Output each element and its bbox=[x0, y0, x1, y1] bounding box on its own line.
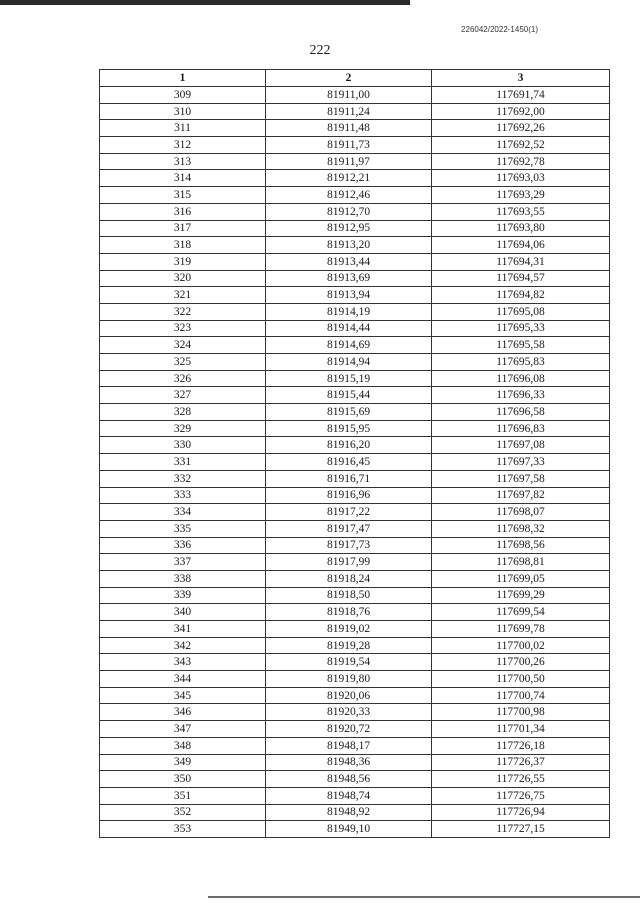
x-coordinate-cell: 81911,97 bbox=[266, 153, 432, 170]
point-number-cell: 351 bbox=[100, 787, 266, 804]
y-coordinate-cell: 117726,37 bbox=[432, 754, 610, 771]
x-coordinate-cell: 81948,92 bbox=[266, 804, 432, 821]
x-coordinate-cell: 81912,21 bbox=[266, 170, 432, 187]
y-coordinate-cell: 117693,55 bbox=[432, 203, 610, 220]
point-number-cell: 329 bbox=[100, 420, 266, 437]
x-coordinate-cell: 81920,33 bbox=[266, 704, 432, 721]
point-number-cell: 347 bbox=[100, 721, 266, 738]
point-number-cell: 326 bbox=[100, 370, 266, 387]
x-coordinate-cell: 81914,69 bbox=[266, 337, 432, 354]
table-body bbox=[100, 87, 610, 838]
table-row bbox=[100, 404, 610, 421]
point-number-cell: 352 bbox=[100, 804, 266, 821]
table-row bbox=[100, 320, 610, 337]
document-id: 226042/2022-1450(1) bbox=[461, 25, 538, 34]
point-number-cell: 312 bbox=[100, 137, 266, 154]
x-coordinate-cell: 81911,00 bbox=[266, 87, 432, 104]
y-coordinate-cell: 117726,55 bbox=[432, 771, 610, 788]
table-row bbox=[100, 520, 610, 537]
y-coordinate-cell: 117694,82 bbox=[432, 287, 610, 304]
table-row bbox=[100, 87, 610, 104]
table-row bbox=[100, 220, 610, 237]
table-row bbox=[100, 787, 610, 804]
table-row bbox=[100, 487, 610, 504]
y-coordinate-cell: 117699,29 bbox=[432, 587, 610, 604]
y-coordinate-cell: 117692,52 bbox=[432, 137, 610, 154]
y-coordinate-cell: 117692,00 bbox=[432, 103, 610, 120]
y-coordinate-cell: 117695,33 bbox=[432, 320, 610, 337]
point-number-cell: 343 bbox=[100, 654, 266, 671]
y-coordinate-cell: 117697,08 bbox=[432, 437, 610, 454]
x-coordinate-cell: 81919,28 bbox=[266, 637, 432, 654]
point-number-cell: 317 bbox=[100, 220, 266, 237]
point-number-cell: 346 bbox=[100, 704, 266, 721]
point-number-cell: 315 bbox=[100, 187, 266, 204]
y-coordinate-cell: 117694,57 bbox=[432, 270, 610, 287]
x-coordinate-cell: 81917,22 bbox=[266, 504, 432, 521]
x-coordinate-cell: 81913,69 bbox=[266, 270, 432, 287]
x-coordinate-cell: 81949,10 bbox=[266, 821, 432, 838]
y-coordinate-cell: 117700,98 bbox=[432, 704, 610, 721]
point-number-cell: 333 bbox=[100, 487, 266, 504]
point-number-cell: 338 bbox=[100, 570, 266, 587]
x-coordinate-cell: 81920,06 bbox=[266, 687, 432, 704]
table-row bbox=[100, 737, 610, 754]
y-coordinate-cell: 117700,74 bbox=[432, 687, 610, 704]
point-number-cell: 319 bbox=[100, 253, 266, 270]
table-row bbox=[100, 470, 610, 487]
y-coordinate-cell: 117691,74 bbox=[432, 87, 610, 104]
table-row bbox=[100, 454, 610, 471]
x-coordinate-cell: 81911,48 bbox=[266, 120, 432, 137]
x-coordinate-cell: 81918,76 bbox=[266, 604, 432, 621]
y-coordinate-cell: 117698,07 bbox=[432, 504, 610, 521]
table-row bbox=[100, 303, 610, 320]
header-col-3: 3 bbox=[432, 70, 610, 87]
table-row bbox=[100, 153, 610, 170]
y-coordinate-cell: 117694,06 bbox=[432, 237, 610, 254]
point-number-cell: 340 bbox=[100, 604, 266, 621]
table-row bbox=[100, 170, 610, 187]
table-row bbox=[100, 387, 610, 404]
point-number-cell: 332 bbox=[100, 470, 266, 487]
x-coordinate-cell: 81912,95 bbox=[266, 220, 432, 237]
page-number: 222 bbox=[309, 43, 331, 58]
x-coordinate-cell: 81919,02 bbox=[266, 621, 432, 638]
x-coordinate-cell: 81917,99 bbox=[266, 554, 432, 571]
x-coordinate-cell: 81916,96 bbox=[266, 487, 432, 504]
y-coordinate-cell: 117697,33 bbox=[432, 454, 610, 471]
x-coordinate-cell: 81915,44 bbox=[266, 387, 432, 404]
x-coordinate-cell: 81948,36 bbox=[266, 754, 432, 771]
table-row bbox=[100, 537, 610, 554]
x-coordinate-cell: 81919,54 bbox=[266, 654, 432, 671]
table-row bbox=[100, 754, 610, 771]
table-row bbox=[100, 821, 610, 838]
x-coordinate-cell: 81919,80 bbox=[266, 671, 432, 688]
y-coordinate-cell: 117692,26 bbox=[432, 120, 610, 137]
table-header bbox=[100, 70, 610, 87]
point-number-cell: 316 bbox=[100, 203, 266, 220]
point-number-cell: 336 bbox=[100, 537, 266, 554]
x-coordinate-cell: 81917,73 bbox=[266, 537, 432, 554]
table-row bbox=[100, 687, 610, 704]
table-row bbox=[100, 621, 610, 638]
y-coordinate-cell: 117701,34 bbox=[432, 721, 610, 738]
table-row bbox=[100, 420, 610, 437]
x-coordinate-cell: 81913,20 bbox=[266, 237, 432, 254]
point-number-cell: 353 bbox=[100, 821, 266, 838]
table-row bbox=[100, 804, 610, 821]
x-coordinate-cell: 81912,46 bbox=[266, 187, 432, 204]
point-number-cell: 337 bbox=[100, 554, 266, 571]
table-row bbox=[100, 120, 610, 137]
table-row bbox=[100, 570, 610, 587]
point-number-cell: 348 bbox=[100, 737, 266, 754]
x-coordinate-cell: 81912,70 bbox=[266, 203, 432, 220]
table-row bbox=[100, 554, 610, 571]
y-coordinate-cell: 117699,05 bbox=[432, 570, 610, 587]
y-coordinate-cell: 117700,26 bbox=[432, 654, 610, 671]
x-coordinate-cell: 81916,45 bbox=[266, 454, 432, 471]
table-row bbox=[100, 671, 610, 688]
y-coordinate-cell: 117698,81 bbox=[432, 554, 610, 571]
table-row bbox=[100, 354, 610, 371]
header-col-1: 1 bbox=[100, 70, 266, 87]
table-row bbox=[100, 654, 610, 671]
x-coordinate-cell: 81913,44 bbox=[266, 253, 432, 270]
point-number-cell: 342 bbox=[100, 637, 266, 654]
y-coordinate-cell: 117699,54 bbox=[432, 604, 610, 621]
point-number-cell: 322 bbox=[100, 303, 266, 320]
table-row bbox=[100, 721, 610, 738]
point-number-cell: 349 bbox=[100, 754, 266, 771]
table-row bbox=[100, 253, 610, 270]
point-number-cell: 331 bbox=[100, 454, 266, 471]
point-number-cell: 323 bbox=[100, 320, 266, 337]
point-number-cell: 309 bbox=[100, 87, 266, 104]
x-coordinate-cell: 81917,47 bbox=[266, 520, 432, 537]
y-coordinate-cell: 117726,94 bbox=[432, 804, 610, 821]
point-number-cell: 350 bbox=[100, 771, 266, 788]
point-number-cell: 344 bbox=[100, 671, 266, 688]
y-coordinate-cell: 117726,75 bbox=[432, 787, 610, 804]
x-coordinate-cell: 81911,24 bbox=[266, 103, 432, 120]
table-row bbox=[100, 504, 610, 521]
y-coordinate-cell: 117727,15 bbox=[432, 821, 610, 838]
x-coordinate-cell: 81918,50 bbox=[266, 587, 432, 604]
y-coordinate-cell: 117695,08 bbox=[432, 303, 610, 320]
point-number-cell: 318 bbox=[100, 237, 266, 254]
y-coordinate-cell: 117697,58 bbox=[432, 470, 610, 487]
table-row bbox=[100, 270, 610, 287]
point-number-cell: 311 bbox=[100, 120, 266, 137]
x-coordinate-cell: 81916,71 bbox=[266, 470, 432, 487]
x-coordinate-cell: 81915,95 bbox=[266, 420, 432, 437]
y-coordinate-cell: 117700,02 bbox=[432, 637, 610, 654]
point-number-cell: 339 bbox=[100, 587, 266, 604]
x-coordinate-cell: 81948,56 bbox=[266, 771, 432, 788]
y-coordinate-cell: 117695,58 bbox=[432, 337, 610, 354]
point-number-cell: 321 bbox=[100, 287, 266, 304]
x-coordinate-cell: 81911,73 bbox=[266, 137, 432, 154]
bottom-scan-line bbox=[208, 896, 640, 898]
y-coordinate-cell: 117696,08 bbox=[432, 370, 610, 387]
x-coordinate-cell: 81914,94 bbox=[266, 354, 432, 371]
y-coordinate-cell: 117693,03 bbox=[432, 170, 610, 187]
table-row bbox=[100, 437, 610, 454]
y-coordinate-cell: 117698,56 bbox=[432, 537, 610, 554]
table-row bbox=[100, 370, 610, 387]
y-coordinate-cell: 117697,82 bbox=[432, 487, 610, 504]
y-coordinate-cell: 117694,31 bbox=[432, 253, 610, 270]
x-coordinate-cell: 81915,69 bbox=[266, 404, 432, 421]
header-row bbox=[100, 70, 610, 87]
x-coordinate-cell: 81916,20 bbox=[266, 437, 432, 454]
point-number-cell: 328 bbox=[100, 404, 266, 421]
x-coordinate-cell: 81915,19 bbox=[266, 370, 432, 387]
table-row bbox=[100, 771, 610, 788]
point-number-cell: 330 bbox=[100, 437, 266, 454]
x-coordinate-cell: 81913,94 bbox=[266, 287, 432, 304]
x-coordinate-cell: 81918,24 bbox=[266, 570, 432, 587]
x-coordinate-cell: 81948,17 bbox=[266, 737, 432, 754]
point-number-cell: 314 bbox=[100, 170, 266, 187]
table-row bbox=[100, 337, 610, 354]
table-row bbox=[100, 187, 610, 204]
point-number-cell: 320 bbox=[100, 270, 266, 287]
table-row bbox=[100, 103, 610, 120]
y-coordinate-cell: 117696,83 bbox=[432, 420, 610, 437]
top-scan-bar bbox=[0, 0, 410, 5]
y-coordinate-cell: 117696,33 bbox=[432, 387, 610, 404]
table-row bbox=[100, 604, 610, 621]
table-row bbox=[100, 287, 610, 304]
y-coordinate-cell: 117695,83 bbox=[432, 354, 610, 371]
table-row bbox=[100, 587, 610, 604]
header-col-2: 2 bbox=[266, 70, 432, 87]
x-coordinate-cell: 81914,19 bbox=[266, 303, 432, 320]
table-row bbox=[100, 137, 610, 154]
y-coordinate-cell: 117700,50 bbox=[432, 671, 610, 688]
table-row bbox=[100, 704, 610, 721]
x-coordinate-cell: 81920,72 bbox=[266, 721, 432, 738]
table-row bbox=[100, 237, 610, 254]
y-coordinate-cell: 117692,78 bbox=[432, 153, 610, 170]
point-number-cell: 335 bbox=[100, 520, 266, 537]
point-number-cell: 310 bbox=[100, 103, 266, 120]
point-number-cell: 324 bbox=[100, 337, 266, 354]
y-coordinate-cell: 117696,58 bbox=[432, 404, 610, 421]
y-coordinate-cell: 117693,29 bbox=[432, 187, 610, 204]
y-coordinate-cell: 117698,32 bbox=[432, 520, 610, 537]
point-number-cell: 313 bbox=[100, 153, 266, 170]
y-coordinate-cell: 117699,78 bbox=[432, 621, 610, 638]
coordinates-table bbox=[99, 69, 610, 838]
table-row bbox=[100, 203, 610, 220]
point-number-cell: 327 bbox=[100, 387, 266, 404]
x-coordinate-cell: 81948,74 bbox=[266, 787, 432, 804]
x-coordinate-cell: 81914,44 bbox=[266, 320, 432, 337]
point-number-cell: 325 bbox=[100, 354, 266, 371]
point-number-cell: 345 bbox=[100, 687, 266, 704]
y-coordinate-cell: 117693,80 bbox=[432, 220, 610, 237]
table-row bbox=[100, 637, 610, 654]
y-coordinate-cell: 117726,18 bbox=[432, 737, 610, 754]
point-number-cell: 334 bbox=[100, 504, 266, 521]
point-number-cell: 341 bbox=[100, 621, 266, 638]
